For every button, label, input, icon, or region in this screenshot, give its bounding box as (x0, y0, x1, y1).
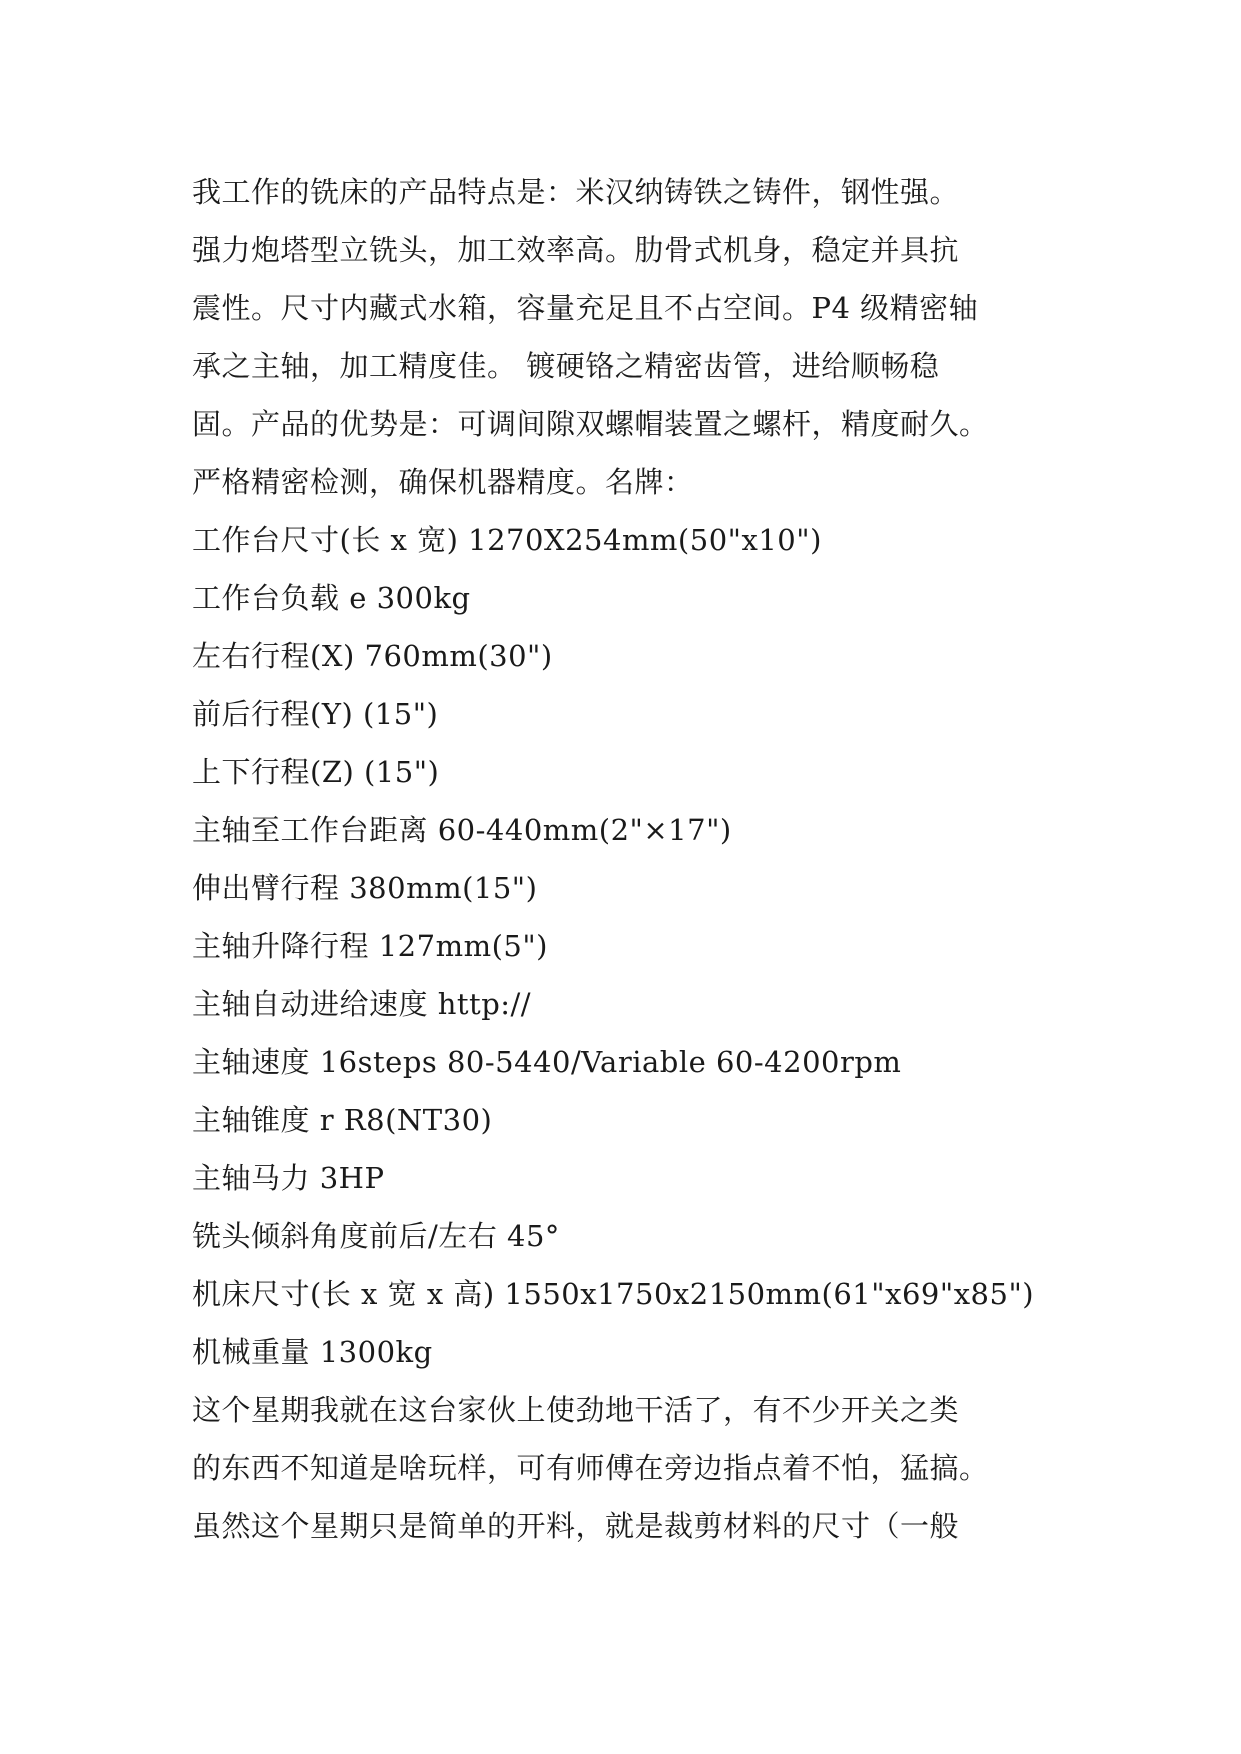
closing-line: 虽然这个星期只是简单的开料，就是裁剪材料的尺寸（一般 (192, 1509, 960, 1543)
spec-line: 主轴至工作台距离 60-440mm(2"×17") (192, 813, 732, 847)
spec-line: 机械重量 1300kg (192, 1335, 433, 1369)
spec-line: 机床尺寸(长 x 宽 x 高) 1550x1750x2150mm(61"x69"x85") (192, 1277, 1035, 1311)
intro-line: 严格精密检测，确保机器精度。名牌： (192, 465, 694, 499)
intro-line: 承之主轴，加工精度佳。 镀硬铬之精密齿管，进给顺畅稳 (192, 349, 940, 383)
intro-line: 强力炮塔型立铣头，加工效率高。肋骨式机身，稳定并具抗 (192, 233, 960, 267)
spec-line: 主轴自动进给速度 http:// (192, 987, 532, 1021)
spec-line: 主轴升降行程 127mm(5") (192, 929, 548, 963)
spec-line: 主轴速度 16steps 80-5440/Variable 60-4200rpm (192, 1045, 902, 1079)
spec-line: 主轴锥度 r R8(NT30) (192, 1103, 493, 1137)
spec-line: 工作台负载 e 300kg (192, 581, 471, 615)
intro-line: 我工作的铣床的产品特点是：米汉纳铸铁之铸件，钢性强。 (192, 175, 960, 209)
spec-line: 上下行程(Z) (15") (192, 755, 440, 789)
closing-line: 的东西不知道是啥玩样，可有师傅在旁边指点着不怕，猛搞。 (192, 1451, 989, 1485)
spec-line: 伸出臂行程 380mm(15") (192, 871, 538, 905)
document-body (192, 163, 1092, 1555)
spec-line: 工作台尺寸(长 x 宽) 1270X254mm(50"x10") (192, 523, 822, 557)
closing-line: 这个星期我就在这台家伙上使劲地干活了，有不少开关之类 (192, 1393, 960, 1427)
spec-line: 主轴马力 3HP (192, 1161, 385, 1195)
intro-line: 震性。尺寸内藏式水箱，容量充足且不占空间。P4 级精密轴 (192, 291, 979, 325)
intro-line: 固。产品的优势是：可调间隙双螺帽装置之螺杆，精度耐久。 (192, 407, 989, 441)
spec-line: 前后行程(Y) (15") (192, 697, 439, 731)
spec-line: 左右行程(X) 760mm(30") (192, 639, 553, 673)
spec-line: 铣头倾斜角度前后/左右 45° (192, 1219, 560, 1253)
